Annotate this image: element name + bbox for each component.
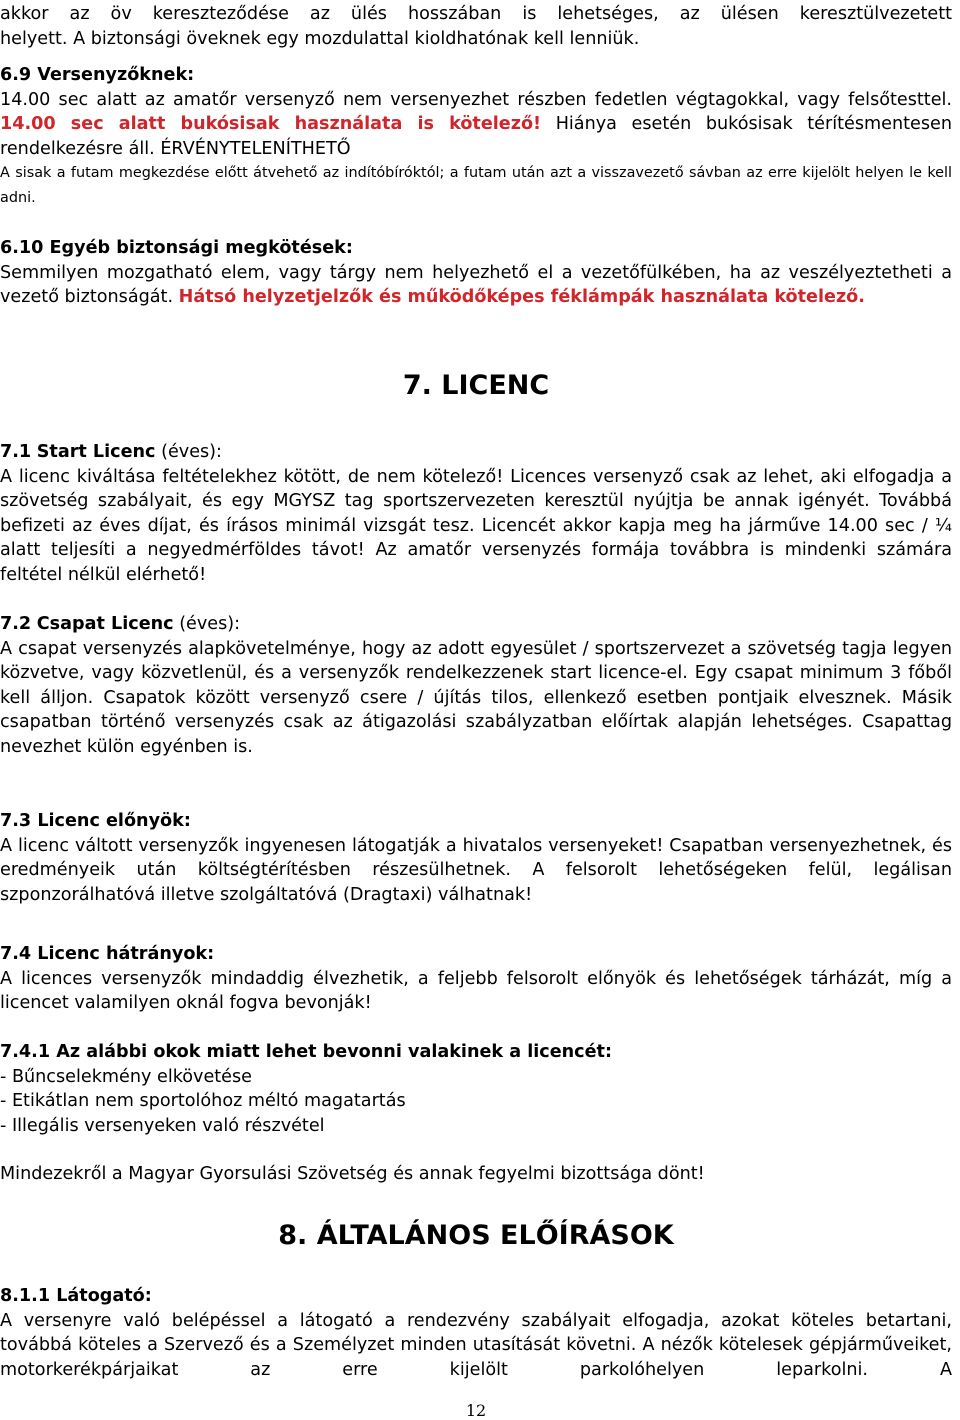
section-heading: 7.4.1 Az alábbi okok miatt lehet bevonni valakinek a licencét: <box>0 1042 612 1062</box>
section-7-3 <box>0 809 952 907</box>
section-7-4-1 <box>0 1040 952 1187</box>
section-body: A licenc kiváltása feltételekhez kötött, de nem kötelező! Licences versenyző csak az lehet, aki elfogadja a szövetség szabályait, és egy MGYSZ tag sportszervezeten keresztül nyújtja be annak igényét. Továbbá befizeti az éves díjat, és írásos minimál vizsgát tesz. Licencét akkor kapja meg ha járműve 14.00 sec / ¼ alatt teljesíti a negyedmérföldes távot! Az amatőr versenyzés formája továbbra is mindenki számára feltétel nélkül elérhető! <box>0 466 952 585</box>
section-title: Start Licenc <box>36 442 156 462</box>
section-8-1-1 <box>0 1284 952 1382</box>
section-suffix: (éves): <box>161 442 222 462</box>
section-body: A versenyre való belépéssel a látogató a rendezvény szabályait elfogadja, azokat köteles betartani, továbbá köteles a Szervező és a Személyzet minden utasítását követni. A nézők kötelesek gépjárműveiket, motorkerékpárjaikat az erre kijelölt parkolóhelyen leparkolni. A <box>0 1310 952 1380</box>
section-title: Csapat Licenc <box>36 614 174 634</box>
chapter-8-title-wrap <box>0 1220 952 1251</box>
section-body: A licences versenyzők mindaddig élvezhetik, a feljebb felsorolt előnyök és lehetőségek tárházát, míg a licencet valamilyen oknál fogva bevonják! <box>0 968 952 1013</box>
body-text: 14.00 sec alatt az amatőr versenyző nem versenyezhet részben fedetlen végtagokkal, vagy felsőtesttel. <box>0 89 952 110</box>
section-body <box>0 88 952 162</box>
intro-paragraph <box>0 2 952 51</box>
intro-line-2: helyett. A biztonsági öveknek egy mozdulattal kioldhatónak kell lenniük. <box>0 28 640 49</box>
section-body: A csapat versenyzés alapkövetelménye, hogy az adott egyesület / sportszervezet a szövetség tagja legyen közvetve, vagy közvetlenül, és a versenyzők rendelkezzenek start licence-el. Egy csapat minimum 3 főből kell álljon. Csapatok között versenyző csere / újítás tilos, ellenkező esetben pontjaik elvesznek. Másik csapatban történő versenyzés csak az átigazolási szabályzatban előírtak alapján lehetséges. Csapattag nevezhet külön egyénben is. <box>0 638 952 757</box>
section-heading <box>0 809 952 834</box>
section-number: 7.3 <box>0 811 32 831</box>
section-heading: 6.10 Egyéb biztonsági megkötések: <box>0 238 353 258</box>
section-body: A licenc váltott versenyzők ingyenesen látogatják a hivatalos versenyeket! Csapatban versenyezhetnek, és eredményeik után költségtérítésben részesülhetnek. A felsorolt lehetőségeken felül, legálisan szponzorálhatóvá illetve szolgáltatóvá (Dragtaxi) válhatnak! <box>0 835 952 905</box>
chapter-title: 8. ÁLTALÁNOS ELŐÍRÁSOK <box>278 1220 674 1251</box>
closing-sentence: Mindezekről a Magyar Gyorsulási Szövetség és annak fegyelmi bizottsága dönt! <box>0 1164 705 1184</box>
small-note: A sisak a futam megkezdése előtt átvehető az indítóbíróktól; a futam után azt a visszavezető sávban az erre kijelölt helyen le kell adni. <box>0 165 952 206</box>
list-item: - Bűncselekmény elkövetése <box>0 1066 252 1087</box>
section-heading <box>0 440 952 465</box>
chapter-title: 7. LICENC <box>402 370 550 401</box>
section-number: 7.2 <box>0 614 32 634</box>
section-heading: 7.4 Licenc hátrányok: <box>0 944 215 964</box>
section-6-9 <box>0 63 952 210</box>
body-text: Semmilyen mozgatható elem, vagy tárgy nem helyezhető el a vezetőfülkében, ha az veszélyeztetheti a vezető biztonságát. <box>0 262 952 307</box>
body-text: Hiánya esetén bukósisak térítésmentesen rendelkezésre áll. ÉRVÉNYTELENÍTHETŐ <box>0 114 952 159</box>
emphasis-text: 14.00 sec alatt bukósisak használata is kötelező! <box>0 114 542 134</box>
chapter-7-title-wrap <box>0 370 952 401</box>
section-title: Licenc előnyök: <box>37 811 191 831</box>
emphasis-text: Hátsó helyzetjelzők és működőképes féklámpák használata kötelező. <box>178 287 865 307</box>
page-number: 12 <box>465 1401 487 1420</box>
section-heading: 6.9 Versenyzőknek: <box>0 65 195 85</box>
section-heading <box>0 612 952 637</box>
list-item: - Illegális versenyeken való részvétel <box>0 1115 325 1136</box>
section-6-10 <box>0 236 952 310</box>
section-7-2 <box>0 612 952 759</box>
section-number: 7.1 <box>0 442 32 462</box>
list-item: - Etikátlan nem sportolóhoz méltó magatartás <box>0 1091 406 1111</box>
section-suffix: (éves): <box>179 614 241 634</box>
section-heading: 8.1.1 Látogató: <box>0 1286 152 1306</box>
section-7-4 <box>0 942 952 1016</box>
section-body <box>0 261 952 310</box>
section-7-1 <box>0 440 952 587</box>
intro-line-1: akkor az öv kereszteződése az ülés hosszában is lehetséges, az ülésen keresztülvezetett <box>0 4 952 24</box>
